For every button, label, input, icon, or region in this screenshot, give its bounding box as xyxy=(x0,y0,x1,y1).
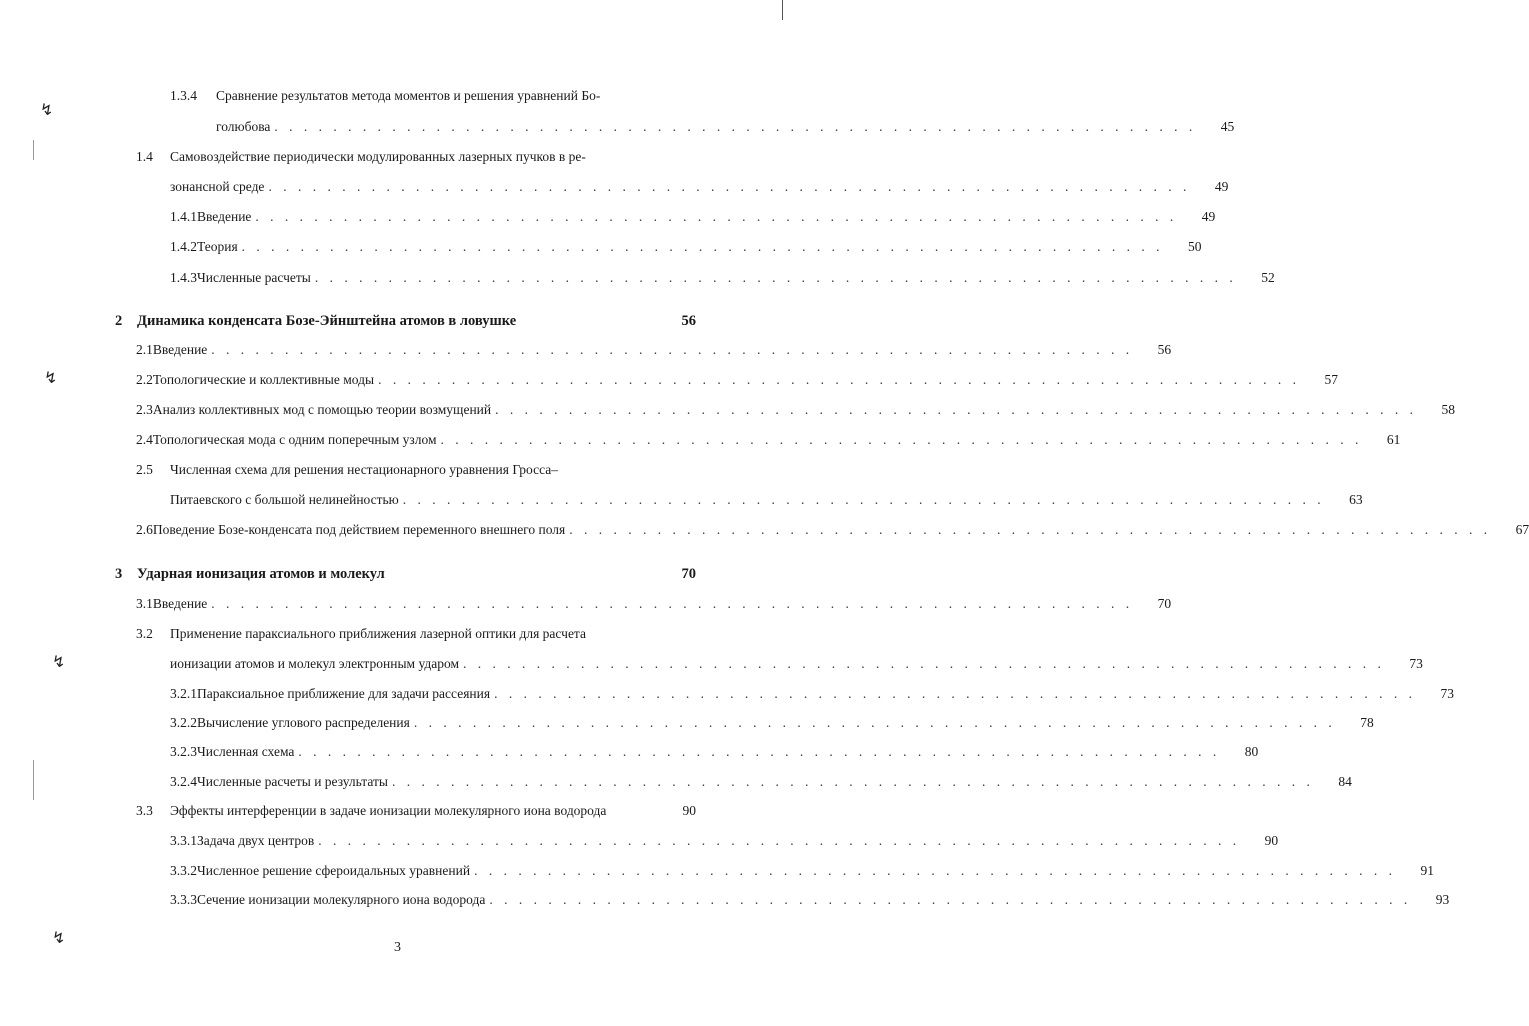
toc-title: Численное решение сфероидальных уравнений xyxy=(197,863,471,878)
toc-entry[interactable] xyxy=(136,372,1338,388)
toc-page: 57 xyxy=(1324,372,1338,387)
toc-leader xyxy=(485,892,1415,908)
toc-number: 2.1 xyxy=(136,342,153,357)
toc-title: Численные расчеты xyxy=(197,270,311,285)
toc-chapter[interactable] xyxy=(115,313,696,330)
toc-leader xyxy=(470,863,1400,879)
toc-entry[interactable] xyxy=(136,149,666,165)
toc-entry[interactable] xyxy=(216,119,1235,135)
toc-leader xyxy=(238,239,1168,255)
toc-title: Вычисление углового распределения xyxy=(197,715,410,730)
toc-title: Динамика конденсата Бозе-Эйнштейна атомов в ловушке xyxy=(137,313,517,329)
toc-entry[interactable] xyxy=(136,626,666,642)
toc-page: 90 xyxy=(682,803,696,818)
toc-title: Введение xyxy=(197,209,252,224)
toc-page: 49 xyxy=(1214,179,1229,194)
toc-number: 1.4.3 xyxy=(170,270,197,285)
toc-number: 2.3 xyxy=(136,402,153,417)
toc-page: 63 xyxy=(1349,492,1363,507)
toc-number: 1.4.2 xyxy=(170,239,197,254)
toc-entry[interactable] xyxy=(170,179,1229,195)
toc-number: 1.4.1 xyxy=(170,209,197,224)
toc-entry[interactable] xyxy=(170,833,1279,849)
toc-page: 70 xyxy=(681,566,696,582)
toc-entry[interactable] xyxy=(170,209,1216,225)
binding-mark-icon: ↯ xyxy=(52,652,66,671)
toc-number: 2 xyxy=(115,313,123,329)
toc-entry[interactable] xyxy=(170,715,1374,731)
toc-entry[interactable] xyxy=(136,596,1172,612)
toc-title: Самовоздействие периодически модулированных лазерных пучков в ре- xyxy=(170,149,586,164)
toc-leader xyxy=(294,744,1224,760)
toc-number: 3.3.3 xyxy=(170,892,197,907)
toc-page: 80 xyxy=(1244,744,1259,759)
toc-number: 2.6 xyxy=(136,522,153,537)
toc-page: 73 xyxy=(1409,656,1423,671)
toc-number: 3.2.3 xyxy=(170,744,197,759)
scan-edge-right xyxy=(782,0,783,20)
toc-number: 3.2.4 xyxy=(170,774,197,789)
toc-page: 61 xyxy=(1386,432,1401,447)
toc-title: Задача двух центров xyxy=(197,833,315,848)
toc-page: 58 xyxy=(1441,402,1455,417)
toc-leader xyxy=(410,715,1340,731)
scan-edge-left xyxy=(33,140,34,160)
toc-leader xyxy=(490,686,1420,702)
toc-page: 70 xyxy=(1157,596,1172,611)
toc-page: 45 xyxy=(1220,119,1235,134)
toc-title: голюбова xyxy=(216,119,271,134)
toc-leader xyxy=(270,119,1200,135)
toc-title: Численная схема xyxy=(197,744,295,759)
toc-page: 56 xyxy=(681,313,696,329)
toc-leader xyxy=(459,656,1389,672)
toc-entry[interactable] xyxy=(136,803,696,819)
toc-entry[interactable] xyxy=(136,342,1172,358)
toc-entry[interactable] xyxy=(136,402,1455,418)
toc-number: 3.3.2 xyxy=(170,863,197,878)
toc-title: Сечение ионизации молекулярного иона водорода xyxy=(197,892,486,907)
toc-number: 3.3.1 xyxy=(170,833,197,848)
toc-leader xyxy=(565,522,1495,538)
toc-leader xyxy=(207,342,1137,358)
toc-entry[interactable] xyxy=(170,270,1275,286)
binding-mark-icon: ↯ xyxy=(44,368,58,387)
page-number: 3 xyxy=(394,940,401,955)
toc-page: 73 xyxy=(1440,686,1454,701)
toc-title: Поведение Бозе-конденсата под действием переменного внешнего поля xyxy=(152,522,566,537)
toc-page: 50 xyxy=(1188,239,1202,254)
toc-entry[interactable] xyxy=(170,686,1454,702)
toc-number: 2.5 xyxy=(136,462,153,477)
toc-number: 3.2.2 xyxy=(170,715,197,730)
toc-leader xyxy=(437,432,1367,448)
binding-mark-icon: ↯ xyxy=(52,928,66,947)
toc-title: Численные расчеты и результаты xyxy=(197,774,388,789)
toc-title: зонансной среде xyxy=(170,179,265,194)
toc-entry[interactable] xyxy=(170,239,1202,255)
toc-chapter[interactable] xyxy=(115,566,696,583)
toc-entry[interactable] xyxy=(170,88,666,104)
toc-entry[interactable] xyxy=(170,863,1434,879)
toc-page: 91 xyxy=(1420,863,1434,878)
toc-page: 84 xyxy=(1338,774,1352,789)
toc-page: 90 xyxy=(1264,833,1279,848)
toc-page: 52 xyxy=(1261,270,1275,285)
toc-title: Топологическая мода с одним поперечным узлом xyxy=(152,432,437,447)
toc-entry[interactable] xyxy=(136,432,1401,448)
toc-title: Топологические и коллективные моды xyxy=(152,372,375,387)
toc-title: Питаевского с большой нелинейностью xyxy=(170,492,399,507)
toc-title: Численная схема для решения нестационарного уравнения Гросса– xyxy=(170,462,558,477)
toc-title: Применение параксиального приближения лазерной оптики для расчета xyxy=(170,626,586,641)
toc-title: Параксиальное приближение для задачи рассеяния xyxy=(197,686,491,701)
toc-leader xyxy=(311,270,1241,286)
toc-number: 2.2 xyxy=(136,372,153,387)
toc-number: 3 xyxy=(115,566,123,582)
toc-entry[interactable] xyxy=(170,892,1450,908)
toc-entry[interactable] xyxy=(136,522,1529,538)
toc-number: 1.4 xyxy=(136,149,153,164)
toc-entry[interactable] xyxy=(170,492,1363,508)
toc-page: 49 xyxy=(1201,209,1216,224)
toc-page: 67 xyxy=(1515,522,1529,537)
toc-number: 2.4 xyxy=(136,432,153,447)
toc-leader xyxy=(264,179,1194,195)
scan-edge-left-lower xyxy=(33,760,34,800)
toc-entry[interactable] xyxy=(170,656,1423,672)
toc-number: 3.1 xyxy=(136,596,153,611)
toc-title: Сравнение результатов метода моментов и решения уравнений Бо- xyxy=(216,88,601,103)
toc-leader xyxy=(491,402,1421,418)
toc-title: Эффекты интерференции в задаче ионизации молекулярного иона водорода xyxy=(170,803,607,818)
toc-title: ионизации атомов и молекул электронным ударом xyxy=(170,656,459,671)
toc-leader xyxy=(314,833,1244,849)
toc-leader xyxy=(388,774,1318,790)
toc-page: 93 xyxy=(1435,892,1450,907)
toc-number: 3.3 xyxy=(136,803,153,818)
toc-title: Теория xyxy=(197,239,238,254)
toc-title: Анализ коллективных мод с помощью теории возмущений xyxy=(152,402,492,417)
toc-title: Введение xyxy=(152,596,208,611)
toc-leader xyxy=(399,492,1329,508)
toc-number: 1.3.4 xyxy=(170,88,197,103)
toc-title: Ударная ионизация атомов и молекул xyxy=(137,566,385,582)
toc-entry[interactable] xyxy=(136,462,666,478)
toc-title: Введение xyxy=(152,342,208,357)
toc-number: 3.2 xyxy=(136,626,153,641)
toc-page: 56 xyxy=(1157,342,1172,357)
toc-leader xyxy=(251,209,1181,225)
toc-entry[interactable] xyxy=(170,774,1352,790)
toc-entry[interactable] xyxy=(170,744,1259,760)
binding-mark-icon: ↯ xyxy=(40,100,54,119)
toc-number: 3.2.1 xyxy=(170,686,197,701)
toc-leader xyxy=(207,596,1137,612)
toc-page: 78 xyxy=(1360,715,1374,730)
toc-leader xyxy=(374,372,1304,388)
